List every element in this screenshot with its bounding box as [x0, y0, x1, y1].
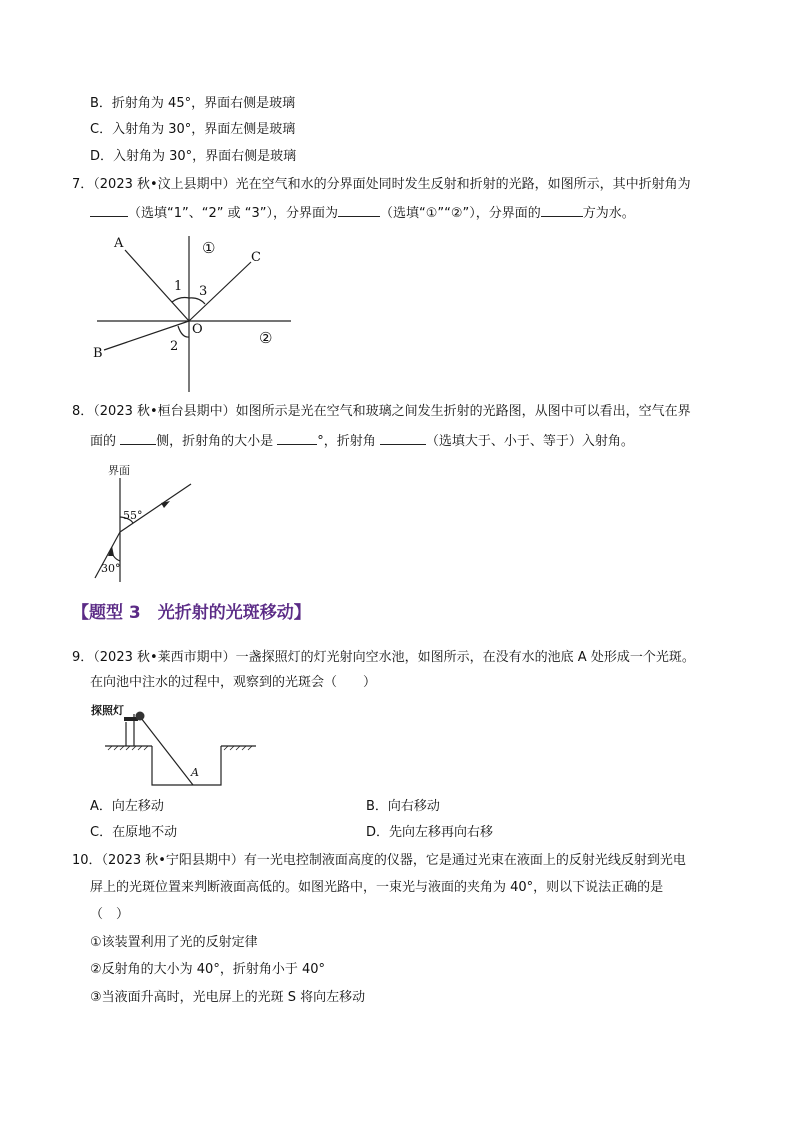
q9-option-a[interactable]: A．向左移动	[90, 799, 164, 814]
q7-blank-3[interactable]	[541, 202, 583, 217]
q7-label-o: O	[192, 322, 203, 337]
q7-label-angle2: 2	[170, 339, 179, 354]
q8-stem-line2: 面的 侧，折射角的大小是 °，折射角 （选填大于、小于、等于）入射角。	[90, 430, 634, 452]
q7-label-c: C	[251, 250, 261, 265]
q8-arc-bottom	[111, 548, 120, 561]
q10-stem-line2: 屏上的光斑位置来判断液面高低的。如图光路中，一束光与液面的夹角为 40°，则以下说法正确的是	[90, 880, 664, 895]
q10-statement-2: ②反射角的大小为 40°，折射角小于 40°	[90, 962, 326, 977]
q7-label-angle1: 1	[174, 279, 183, 294]
q9-lamp-bracket	[124, 717, 138, 721]
q8-blank-3[interactable]	[380, 430, 426, 445]
q7-blank-2[interactable]	[338, 202, 380, 217]
q10-stem-line1: 10．（2023 秋•宁阳县期中）有一光电控制液面高度的仪器，它是通过光束在液面上的反射光线反射到光电	[72, 853, 686, 868]
q8-arc-top	[120, 517, 133, 523]
q9-option-b[interactable]: B．向右移动	[366, 799, 440, 814]
q6-option-d: D．入射角为 30°，界面右侧是玻璃	[90, 149, 297, 164]
q7-ray-a	[125, 250, 189, 321]
q6-option-b: B．折射角为 45°，界面右侧是玻璃	[90, 96, 296, 111]
q8-stem-line1: 8．（2023 秋•桓台县期中）如图所示是光在空气和玻璃之间发生折射的光路图，从图中可以看出，空气在界	[72, 404, 691, 419]
q9-option-d[interactable]: D．先向左移再向右移	[366, 825, 494, 840]
q10-statement-1: ①该装置利用了光的反射定律	[90, 935, 258, 950]
section-heading: 【题型 3 光折射的光斑移动】	[72, 603, 311, 623]
q7-blank-1[interactable]	[90, 202, 128, 217]
q9-stem-line1: 9．（2023 秋•莱西市期中）一盏探照灯的灯光射向空水池，如图所示，在没有水的池底 A 处形成一个光斑。	[72, 650, 695, 665]
q9-pool	[152, 746, 221, 785]
q8-label-angle-top: 55°	[123, 509, 143, 522]
q7-label-a: A	[114, 236, 124, 251]
q9-stem-line2: 在向池中注水的过程中，观察到的光斑会（ ）	[90, 675, 377, 690]
q9-light-ray	[141, 718, 193, 785]
q7-stem-line2: （选填“1”、“2” 或 “3”），分界面为 （选填“①”“②”），分界面的 方为水。	[90, 202, 635, 224]
q9-label-a: A	[191, 766, 199, 779]
q7-arc-1	[172, 298, 189, 303]
q8-label-interface: 界面	[108, 464, 130, 477]
q7-arc-3	[189, 298, 205, 304]
q7-stem-line1: 7．（2023 秋•汶上县期中）光在空气和水的分界面处同时发生反射和折射的光路，如图所示，其中折射角为	[72, 177, 691, 192]
q7-ray-b	[104, 321, 189, 350]
q9-option-c[interactable]: C．在原地不动	[90, 825, 178, 840]
q7-label-angle3: 3	[199, 284, 208, 299]
q8-refracted-ray	[120, 484, 191, 532]
q8-label-angle-bottom: 30°	[101, 562, 121, 575]
q8-blank-1[interactable]	[120, 430, 156, 445]
q8-arrow-refracted	[161, 501, 170, 508]
q7-label-region1: ①	[202, 239, 216, 257]
q8-blank-2[interactable]	[277, 430, 317, 445]
q10-statement-3: ③当液面升高时，光电屏上的光斑 S 将向左移动	[90, 990, 366, 1005]
q7-label-b: B	[93, 346, 103, 361]
q7-ray-c	[189, 262, 251, 321]
q10-stem-line3: （ ）	[90, 907, 130, 922]
q8-incident-ray	[95, 532, 120, 578]
q6-option-c: C．入射角为 30°，界面左侧是玻璃	[90, 122, 296, 137]
q7-label-region2: ②	[259, 329, 273, 347]
q7-arc-2	[178, 326, 189, 337]
q9-label-lamp: 探照灯	[91, 704, 124, 717]
q9-lamp-head	[136, 712, 145, 721]
q8-arrow-incident	[108, 546, 114, 556]
